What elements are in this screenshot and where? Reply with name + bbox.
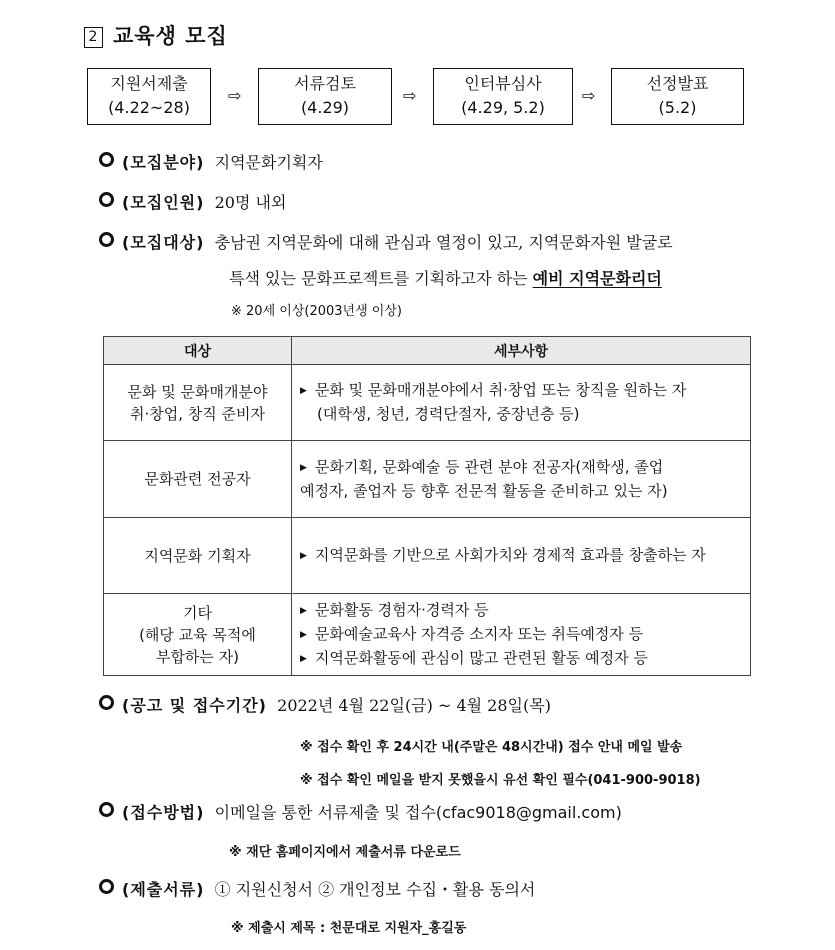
flow-step-interview [433,68,573,125]
table-cell-detail [292,518,751,594]
flow-step-label: 선정발표 [646,74,709,93]
detail-text: (대학생, 청년, 경력단절자, 중장년층 등) [317,405,580,423]
documents-value: ① 지원신청서 ② 개인정보 수집・활용 동의서 [214,880,536,899]
flow-step-date: (4.22~28) [108,98,190,117]
flow-step-submission [87,68,211,125]
target-row [99,230,673,253]
target-text: 지역문화 기획자 [144,546,251,565]
section-title-text: 교육생 모집 [113,24,228,48]
flow-step-date: (4.29) [300,98,350,117]
table-row [104,518,751,594]
detail-text: 문화활동 경험자·경력자 등 [314,600,489,619]
table-header: 세부사항 [292,337,751,365]
flow-step-date: (5.2) [658,98,697,117]
ring-bullet-icon [99,232,114,247]
flow-arrow-icon: ⇨ [582,86,596,105]
ring-bullet-icon [99,192,114,207]
documents-row [99,877,535,900]
detail-text: 문화예술교육사 자격증 소지자 또는 취득예정자 등 [314,624,644,643]
target-text: (해당 교육 목적에 [139,625,256,644]
table-row [104,441,751,518]
table-row [104,365,751,441]
table-cell-target [104,365,292,441]
target-emphasis: 예비 지역문화리더 [532,269,662,288]
method-note: ※ 재단 홈페이지에서 제출서류 다운로드 [229,845,461,860]
flow-step-date: (4.29, 5.2) [461,98,545,117]
flow-arrow-icon: ⇨ [228,86,242,105]
ring-bullet-icon [99,152,114,167]
period-label: (공고 및 접수기간) [122,696,267,715]
target-text: 기타 [183,603,212,622]
age-note: ※ 20세 이상(2003년생 이상) [231,304,402,319]
headcount-row [99,190,286,213]
triangle-bullet-icon: ▶ [300,629,307,640]
table-row [104,594,751,676]
period-row [99,693,551,716]
table-header-row [104,337,751,365]
flow-arrow-icon: ⇨ [403,86,417,105]
field-row [99,150,323,173]
section-number: 2 [84,27,103,48]
target-line2 [229,266,662,289]
target-text: 문화 및 문화매개분야 [127,382,268,401]
detail-text: 문화 및 문화매개분야에서 취·창업 또는 창직을 원하는 자 [314,381,687,399]
target-line2-text: 특색 있는 문화프로젝트를 기획하고자 하는 [229,269,533,288]
triangle-bullet-icon: ▶ [300,653,307,664]
target-text: 문화관련 전공자 [144,470,251,488]
period-note-2: ※ 접수 확인 메일을 받지 못했을시 유선 확인 필수(041-900-9018) [300,773,701,788]
table-header: 대상 [104,337,292,365]
ring-bullet-icon [99,695,114,710]
table-cell-target [104,518,292,594]
table-cell-detail [292,365,751,441]
table-cell-detail [292,441,751,518]
detail-text: 지역문화를 기반으로 사회가치와 경제적 효과를 창출하는 자 [314,545,706,564]
documents-label: (제출서류) [122,880,205,899]
target-text: 취·창업, 창직 준비자 [130,404,265,423]
triangle-bullet-icon: ▶ [300,550,307,561]
method-value: 이메일을 통한 서류제출 및 접수(cfac9018@gmail.com) [214,803,622,822]
period-value: 2022년 4월 22일(금) ~ 4월 28일(목) [277,696,551,715]
field-label: (모집분야) [122,153,205,172]
headcount-label: (모집인원) [122,193,205,212]
method-label: (접수방법) [122,803,205,822]
detail-text: 예정자, 졸업자 등 향후 전문적 활동을 준비하고 있는 자) [300,481,668,500]
flow-step-label: 인터뷰심사 [464,74,542,93]
target-text: 부합하는 자) [155,647,240,666]
flow-step-label: 서류검토 [294,74,356,93]
field-value: 지역문화기획자 [214,153,323,172]
headcount-value: 20명 내외 [214,193,287,212]
ring-bullet-icon [99,879,114,894]
detail-text: 지역문화활동에 관심이 많고 관련된 활동 예정자 등 [314,648,648,667]
ring-bullet-icon [99,802,114,817]
method-row [99,800,622,823]
triangle-bullet-icon: ▶ [300,386,307,396]
triangle-bullet-icon: ▶ [300,605,307,616]
eligibility-table [103,336,751,676]
flow-step-label: 지원서제출 [110,74,188,93]
section-title [84,20,228,50]
target-line1: 충남권 지역문화에 대해 관심과 열정이 있고, 지역문화자원 발굴로 [214,233,673,252]
documents-note: ※ 제출시 제목 : 천문대로 지원자_홍길동 [231,921,467,936]
table-cell-detail [292,594,751,676]
target-label: (모집대상) [122,233,205,252]
detail-text: 문화기획, 문화예술 등 관련 분야 전공자(재학생, 졸업 [314,457,664,476]
table-cell-target [104,594,292,676]
flow-step-review [258,68,392,125]
period-note-1: ※ 접수 확인 후 24시간 내(주말은 48시간내) 접수 안내 메일 발송 [300,740,683,755]
flow-step-announcement [611,68,744,125]
table-cell-target [104,441,292,518]
triangle-bullet-icon: ▶ [300,462,307,473]
